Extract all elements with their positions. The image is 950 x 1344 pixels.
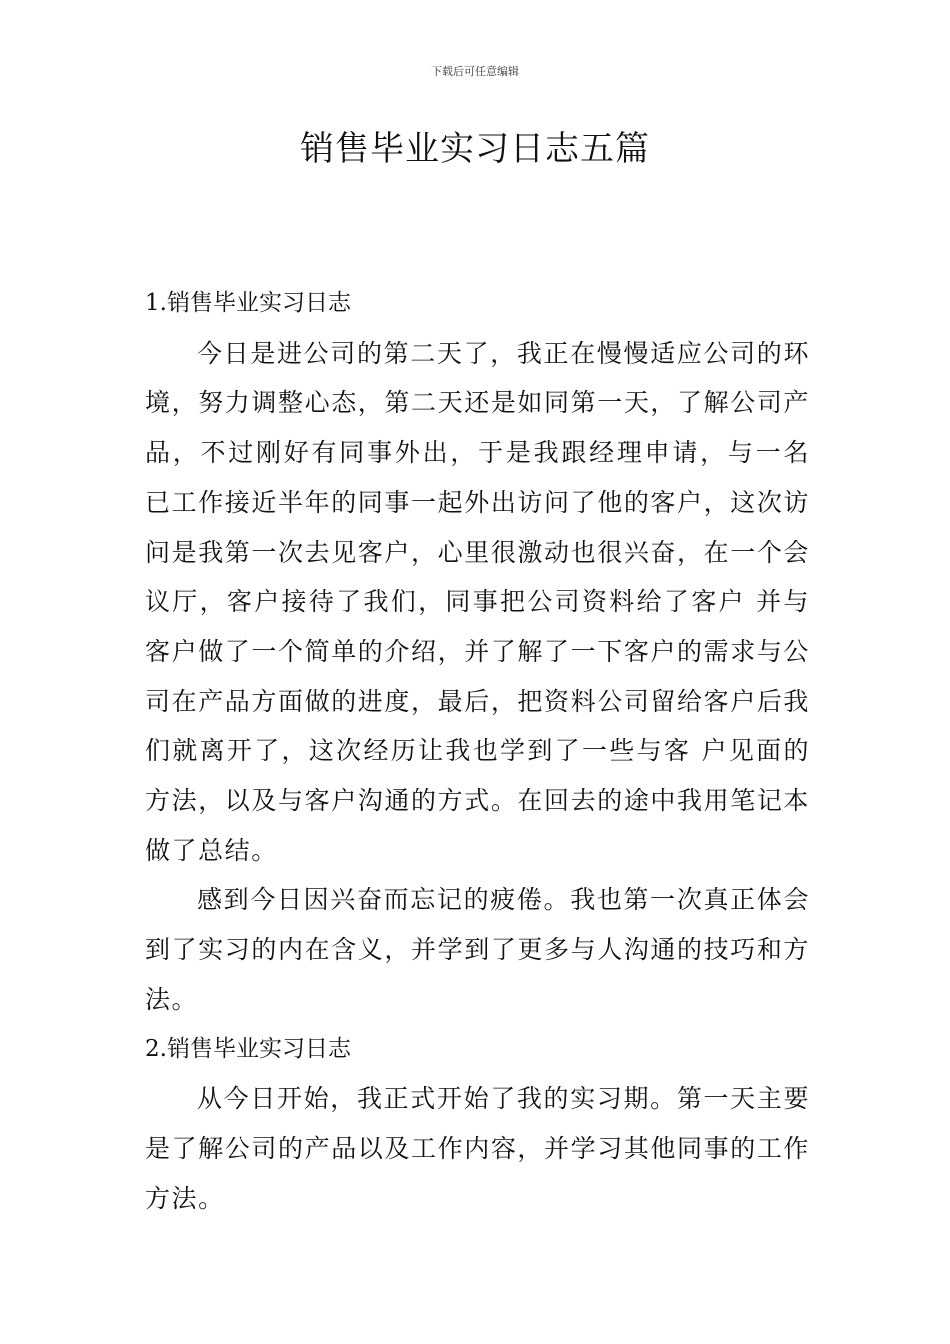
section-paragraph: 从今日开始，我正式开始了我的实习期。第一天主要是了解公司的产品以及工作内容，并学习其他同事的工作方法。 [145,1084,810,1213]
section-heading: 1.销售毕业实习日志 [145,290,351,316]
header-note: 下载后可任意编辑 [431,65,519,78]
section-2 [145,1025,810,1224]
section-paragraph: 今日是进公司的第二天了，我正在慢慢适应公司的环境，努力调整心态，第二天还是如同第一天，了解公司产品，不过刚好有同事外出，于是我跟经理申请，与一名 已工作接近半年的同事一起外出访问了他的客户，这次访问是我第一次去见客户，心里很激动也很兴奋，在一个会议厅，客户接待了我们，同事把公司资料给了客户 并与客户做了一个简单的介绍，并了解了一下客户的需求与公司在产品方面做的进度，最后，把资料公司留给客户后我们就离开了，这次经历让我也学到了一些与客 户见面的方法，以及与客户沟通的方式。在回去的途中我用笔记本做了总结。 [145,338,810,865]
document-body [145,279,810,1223]
section-1 [145,279,810,1025]
document-title: 销售毕业实习日志五篇 [300,129,650,169]
section-heading: 2.销售毕业实习日志 [145,1035,351,1062]
section-paragraph: 感到今日因兴奋而忘记的疲倦。我也第一次真正体会到了实习的内在含义，并学到了更多与人沟通的技巧和方法。 [145,885,810,1014]
